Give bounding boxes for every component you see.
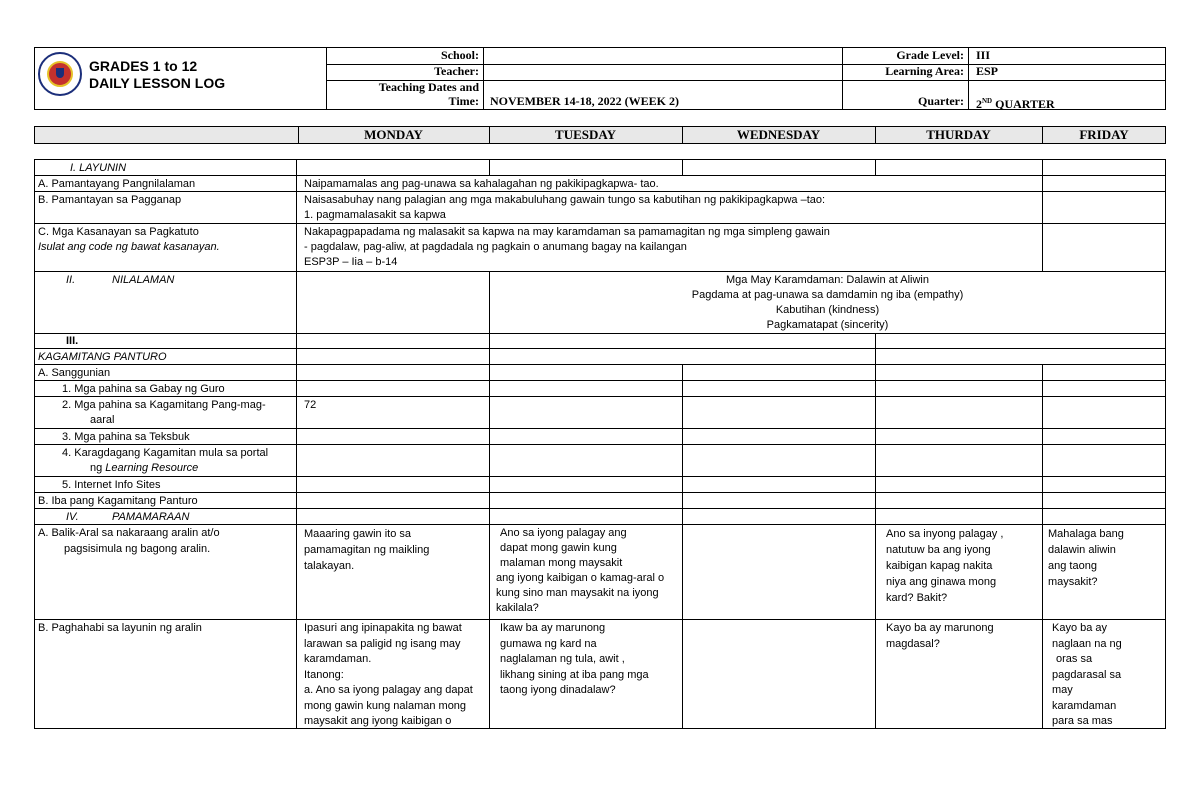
deped-seal-logo (38, 52, 82, 96)
kasanayan-value-2: - pagdalaw, pag-aliw, at pagdadala ng pagkain o anumang bagay na kailangan (304, 241, 687, 253)
dates-label-1: Teaching Dates and (378, 80, 479, 94)
day-tuesday: TUESDAY (555, 127, 616, 142)
dates-label-2: Time: (448, 94, 479, 108)
kagamitang-pm-label-1: 2. Mga pahina sa Kagamitang Pang-mag- (62, 399, 266, 411)
learning-area-label: Learning Area: (885, 64, 964, 78)
kagamitang-pm-label-2: aaral (90, 414, 115, 426)
pagganap-value-1: Naisasabuhay nang palagian ang mga makabuluhang gawain tungo sa kabutihan ng pakikipagkapwa –tao: (304, 194, 826, 206)
paghahabi-tuesday: Ikaw ba ay marunong gumawa ng kard na naglalaman ng tula, awit , likhang sining at iba pang mga taong iyong dinadalaw? (500, 622, 649, 696)
balik-aral-tuesday: Ano sa iyong palagay ang dapat mong gawin kung malaman mong maysakit ang iyong kaibigan o kamag-aral o kung sino man maysakit na iyong kakilala? (496, 527, 665, 614)
kasanayan-label-1: C. Mga Kasanayan sa Pagkatuto (38, 226, 199, 238)
teksbuk-label: 3. Mga pahina sa Teksbuk (62, 431, 190, 443)
grade-level-value: III (976, 48, 991, 62)
learning-area-value: ESP (976, 64, 999, 78)
balik-aral-label-2: pagsisimula ng bagong aralin. (64, 543, 211, 555)
kasanayan-label-2: Isulat ang code ng bawat kasanayan. (38, 241, 220, 253)
balik-aral-friday: Mahalaga bang dalawin aliwin ang taong maysakit? (1048, 528, 1124, 588)
pamantayang-value: Naipamamalas ang pag-unawa sa kahalagahan ng pakikipagkapwa- tao. (304, 178, 659, 190)
nilalaman-line-2: Pagdama at pag-unawa sa damdamin ng iba (empathy) (691, 289, 964, 301)
kagamitang-panturo-heading: KAGAMITANG PANTURO (38, 351, 167, 363)
day-monday: MONDAY (364, 127, 423, 142)
kagamitang-pm-value: 72 (304, 399, 317, 411)
nilalaman-line-4: Pagkamatapat (sincerity) (766, 319, 889, 331)
nilalaman-heading: NILALAMAN (112, 274, 175, 286)
pagganap-value-2: 1. pagmamalasakit sa kapwa (304, 209, 446, 221)
balik-aral-label-1: A. Balik-Aral sa nakaraang aralin at/o (38, 527, 220, 539)
dates-value: NOVEMBER 14-18, 2022 (WEEK 2) (490, 94, 679, 108)
pamamaraan-number: IV. (66, 511, 79, 523)
grade-level-label: Grade Level: (896, 48, 964, 62)
karagdagang-label-2: ng Learning Resource (90, 462, 199, 474)
layunin-heading: I. LAYUNIN (70, 162, 127, 174)
paghahabi-label: B. Paghahabi sa layunin ng aralin (38, 622, 202, 634)
balik-aral-thursday: Ano sa inyong palagay , natutuw ba ang iyong kaibigan kapag nakita niya ang ginawa mong kard? Bakit? (886, 528, 1004, 604)
kasanayan-value-1: Nakapagpapadama ng malasakit sa kapwa na may karamdaman sa pamamagitan ng mga simpleng gawain (304, 226, 830, 238)
paghahabi-thursday: Kayo ba ay marunong magdasal? (886, 622, 994, 650)
sanggunian-label: A. Sanggunian (38, 367, 111, 379)
day-thursday: THURDAY (926, 127, 991, 142)
pamamaraan-heading: PAMAMARAAN (112, 511, 190, 523)
teacher-label: Teacher: (434, 64, 479, 78)
balik-aral-monday: Maaaring gawin ito sa pamamagitan ng maikling talakayan. (304, 528, 430, 572)
internet-label: 5. Internet Info Sites (62, 479, 161, 491)
pagganap-label: B. Pamantayan sa Pagganap (38, 194, 182, 206)
karagdagang-label-1: 4. Karagdagang Kagamitan mula sa portal (62, 447, 269, 459)
section-iii: III. (66, 335, 79, 347)
nilalaman-title: Mga May Karamdaman: Dalawin at Aliwin (726, 274, 929, 286)
nilalaman-line-3: Kabutihan (kindness) (775, 304, 880, 316)
school-label: School: (440, 48, 479, 62)
title-line-2: DAILY LESSON LOG (89, 75, 226, 91)
day-wednesday: WEDNESDAY (736, 127, 821, 142)
quarter-value: 2ND QUARTER (976, 97, 1055, 111)
gabay-label: 1. Mga pahina sa Gabay ng Guro (62, 383, 225, 395)
iba-pang-label: B. Iba pang Kagamitang Panturo (38, 495, 198, 507)
nilalaman-number: II. (66, 274, 76, 286)
quarter-label: Quarter: (918, 94, 964, 108)
day-friday: FRIDAY (1079, 127, 1129, 142)
paghahabi-monday: Ipasuri ang ipinapakita ng bawat larawan sa paligid ng isang may karamdaman. Itanong: a. Ano sa iyong palagay ang dapat mong gawin kung nalaman mong maysakit ang iyong kaibigan o (304, 622, 473, 727)
pamantayang-label: A. Pamantayang Pangnilalaman (38, 178, 196, 190)
kasanayan-code: ESP3P – Iia – b-14 (304, 256, 398, 268)
title-line-1: GRADES 1 to 12 (89, 58, 198, 74)
paghahabi-friday: Kayo ba ay naglaan na ng oras sa pagdarasal sa may karamdaman para sa mas (1052, 622, 1122, 727)
